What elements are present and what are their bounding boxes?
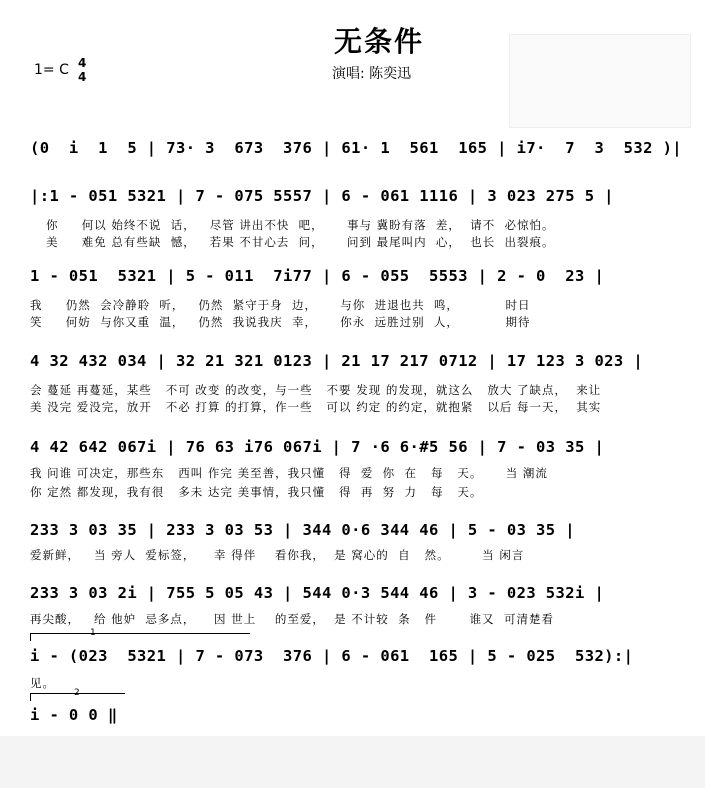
notation-line: i - 0 0 ‖ xyxy=(30,706,118,724)
blank-panel xyxy=(509,34,691,128)
time-signature-top: 4 xyxy=(78,56,87,70)
key-signature: 1= C xyxy=(34,62,69,78)
lyric-line: 你 何以 始终不说 话， 尽管 讲出不快 吧， 事与 冀盼有落 差， 请不 必惊怕。 xyxy=(46,218,555,232)
lyric-line: 见。 xyxy=(30,676,55,690)
notation-line: i - (023 5321 | 7 - 073 376 | 6 - 061 165 | 5 - 025 532):| xyxy=(30,647,634,665)
performer: 演唱: 陈奕迅 xyxy=(332,66,412,82)
lyric-line: 我 问谁 可决定，那些东 西叫 作完 美至善，我只懂 得 爱 你 在 每 天。 当 潮流 xyxy=(30,466,548,480)
volta-bracket-2-edge xyxy=(30,693,31,701)
lyric-line: 我 仍然 会冷静聆 听， 仍然 紧守于身 边， 与你 进退也共 鸣， 时日 xyxy=(30,298,531,312)
time-signature-bottom: 4 xyxy=(78,70,87,84)
notation-line: |:1 - 051 5321 | 7 - 075 5557 | 6 - 061 1116 | 3 023 275 5 | xyxy=(30,187,614,205)
volta-number-1: 1 xyxy=(90,628,96,638)
lyric-line: 笑 何妨 与你又重 温， 仍然 我说我庆 幸， 你永 远胜过别 人， 期待 xyxy=(30,315,531,329)
notation-line: 233 3 03 2i | 755 5 05 43 | 544 0·3 544 46 | 3 - 023 532i | xyxy=(30,584,605,602)
notation-line: 1 - 051 5321 | 5 - 011 7i77 | 6 - 055 5553 | 2 - 0 23 | xyxy=(30,267,605,285)
lyric-line: 会 蔓延 再蔓延，某些 不可 改变 的改变，与一些 不要 发现 的发现，就这么 放大 了缺点， 来让 xyxy=(30,383,602,397)
notation-line: 4 32 432 034 | 32 21 321 0123 | 21 17 217 0712 | 17 123 3 023 | xyxy=(30,352,644,370)
notation-line: 233 3 03 35 | 233 3 03 53 | 344 0·6 344 46 | 5 - 03 35 | xyxy=(30,521,575,539)
notation-line: (0 i 1 5 | 73· 3 673 376 | 61· 1 561 165 | i7· 7 3 532 )| xyxy=(30,139,683,157)
lyric-line: 爱新鲜， 当 旁人 爱标签， 幸 得伴 看你我， 是 窝心的 自 然。 当 闲言 xyxy=(30,548,525,562)
volta-number-2: 2 xyxy=(74,688,80,698)
lyric-line: 美 没完 爱没完，放开 不必 打算 的打算，作一些 可以 约定 的约定，就抱紧 以后 每一天， 其实 xyxy=(30,400,602,414)
volta-bracket-1 xyxy=(30,633,250,634)
notation-line: 4 42 642 067i | 76 63 i76 067i | 7 ·6 6·#5 56 | 7 - 03 35 | xyxy=(30,438,605,456)
volta-bracket-1-edge xyxy=(30,633,31,641)
lyric-line: 美 难免 总有些缺 憾， 若果 不甘心去 问， 问到 最尾叫内 心， 也长 出裂痕。 xyxy=(46,235,555,249)
song-title: 无条件 xyxy=(334,25,425,58)
lyric-line: 你 定然 都发现，我有很 多未 达完 美事情，我只懂 得 再 努 力 每 天。 xyxy=(30,485,483,499)
lyric-line: 再尖酸， 给 他妒 忌多点， 因 世上 的至爱， 是 不计较 条 件 谁又 可清楚看 xyxy=(30,612,554,626)
bottom-margin xyxy=(0,736,705,788)
